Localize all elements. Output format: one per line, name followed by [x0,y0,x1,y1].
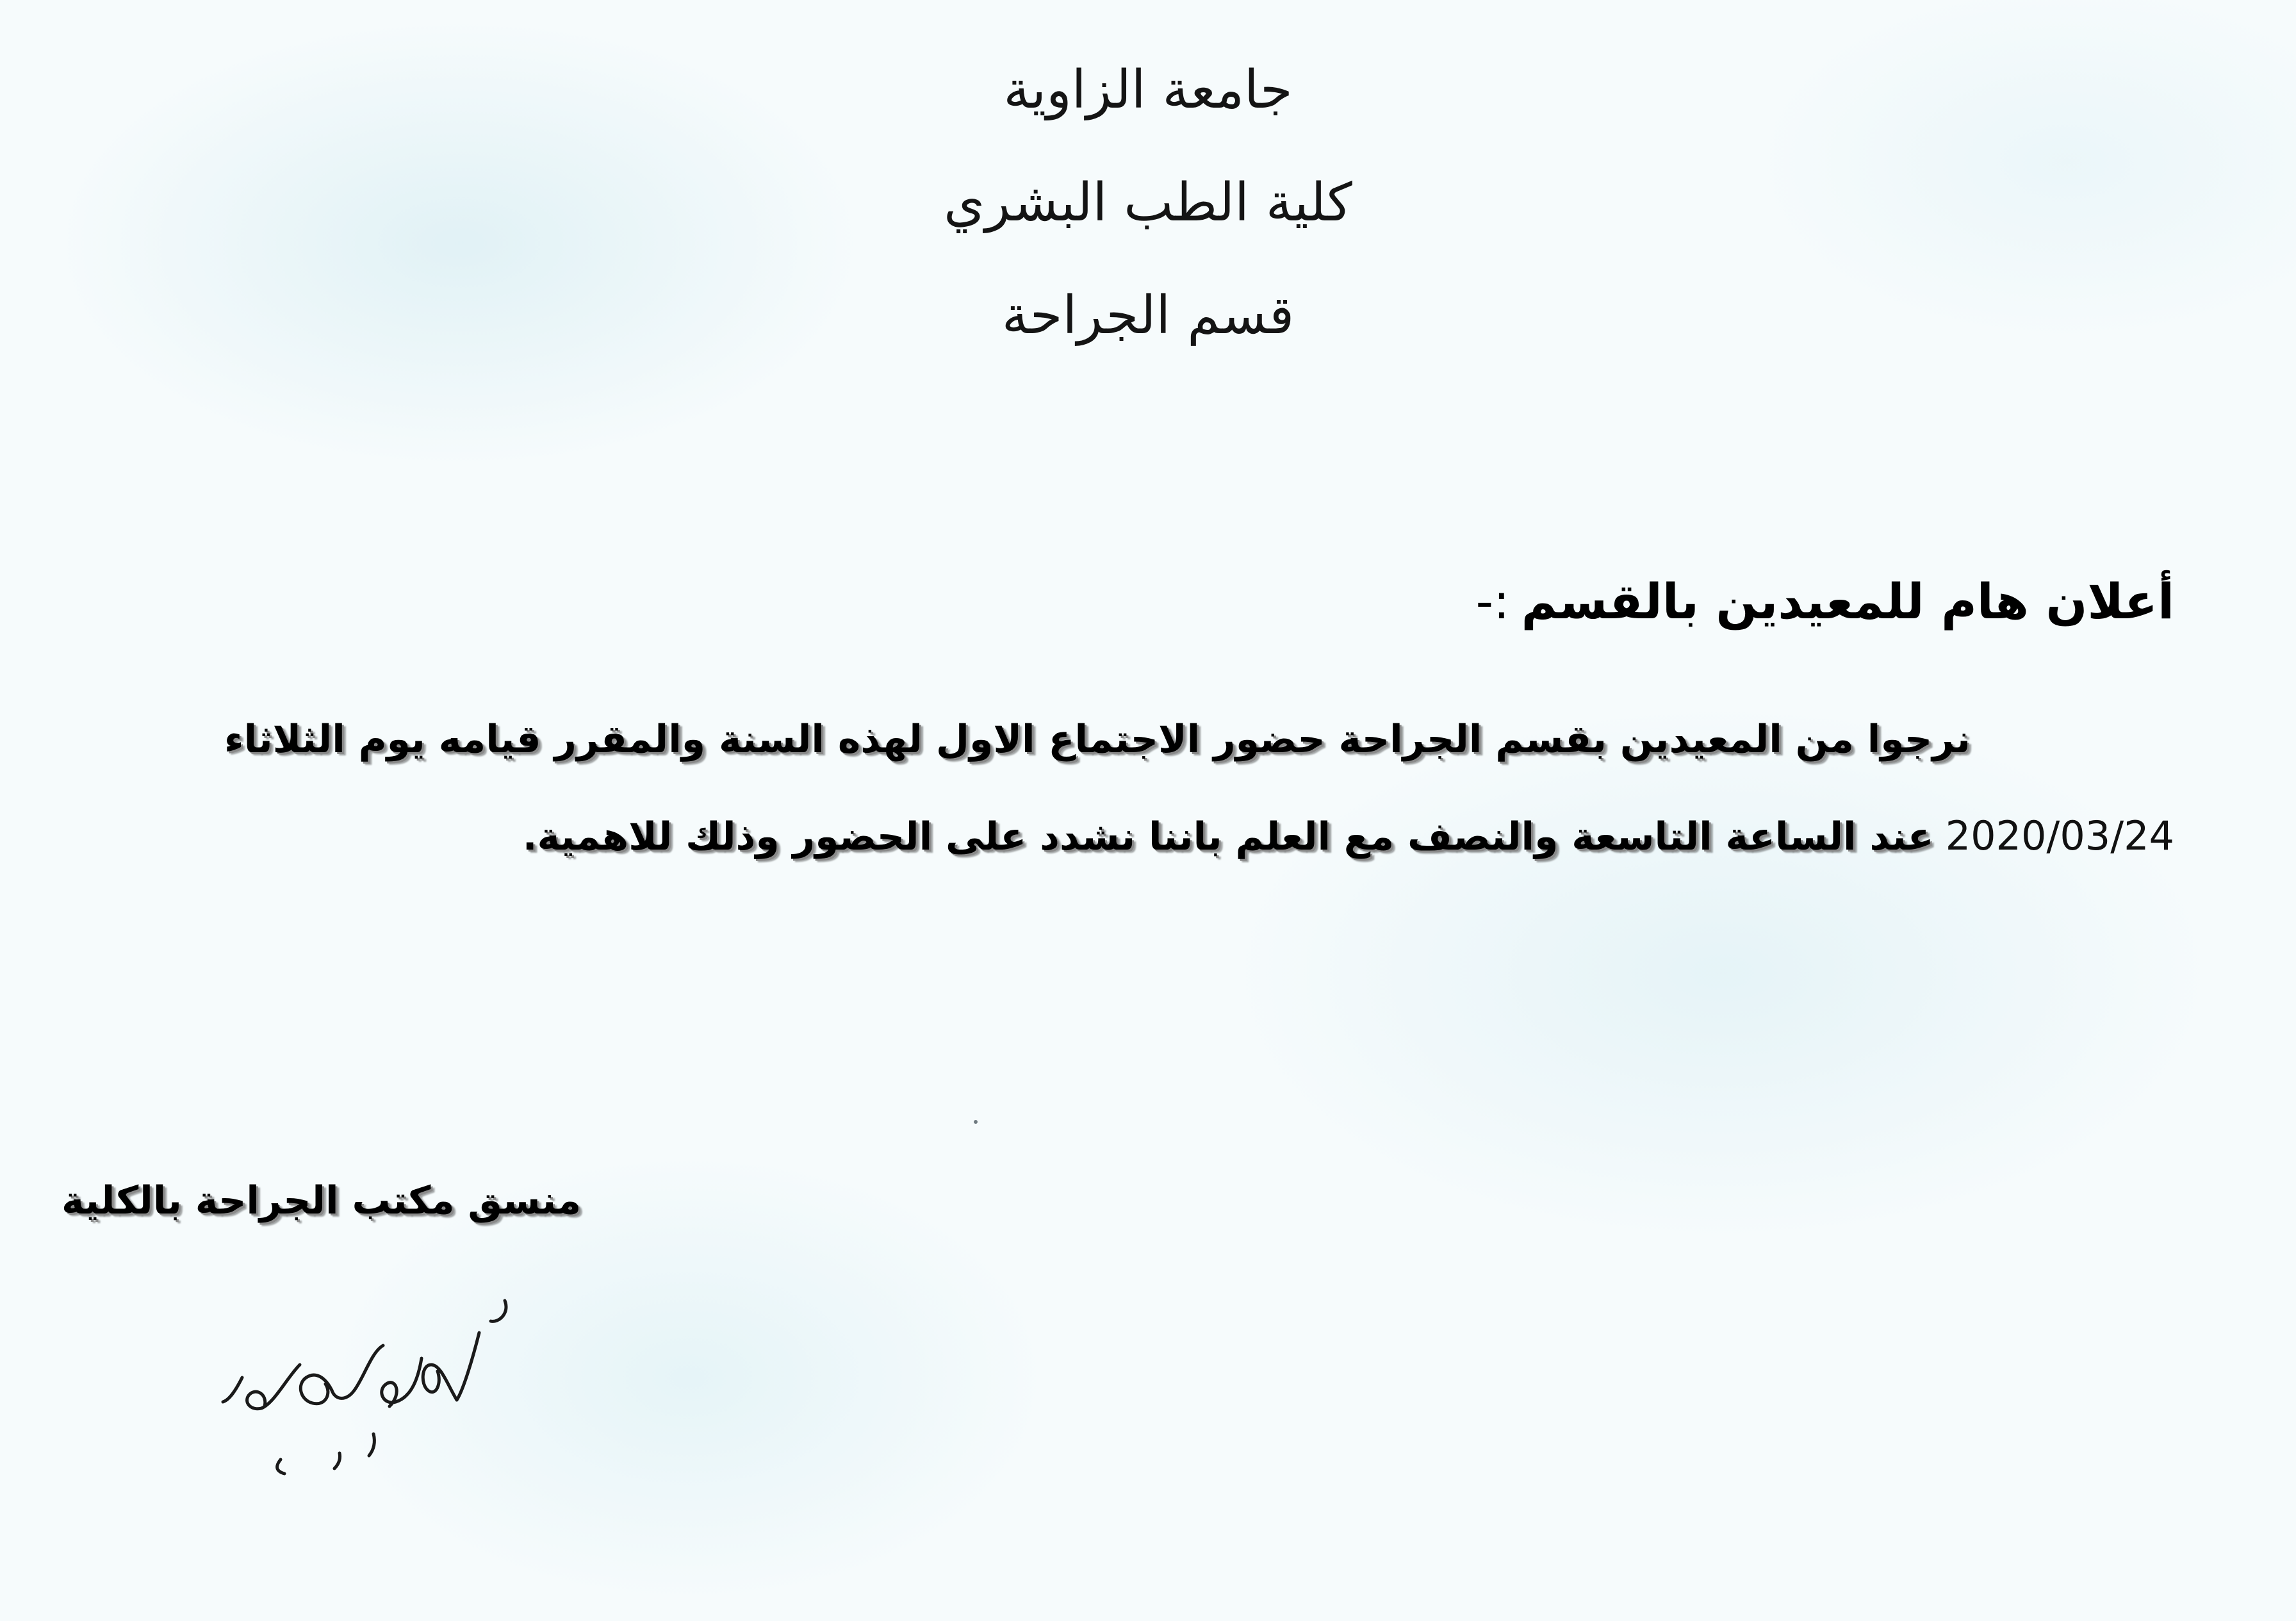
coordinator-title: منسق مكتب الجراحة بالكلية [62,1178,582,1223]
scan-speck [974,1120,978,1124]
university-name: جامعة الزاوية [1003,60,1293,120]
announcement-heading [1476,572,2174,630]
faculty-name: كلية الطب البشري [944,172,1352,233]
announcement-line-1: نرجوا من المعيدين بقسم الجراحة حضور الاجتماع الاول لهذه السنة والمقرر قيامه يوم الثلاثاء [224,717,1971,762]
announcement-line-2 [523,812,2174,860]
handwritten-signature [204,1288,537,1480]
announcement-title: أعلان هام للمعيدين بالقسم [1521,573,2174,630]
meeting-date: 2020/03/24 [1945,812,2174,859]
announcement-title-suffix: :- [1475,573,1510,630]
department-name: قسم الجراحة [1001,285,1295,346]
announcement-line-2-text: عند الساعة التاسعة والنصف مع العلم باننا نشدد على الحضور وذلك للاهمية. [522,814,1934,859]
